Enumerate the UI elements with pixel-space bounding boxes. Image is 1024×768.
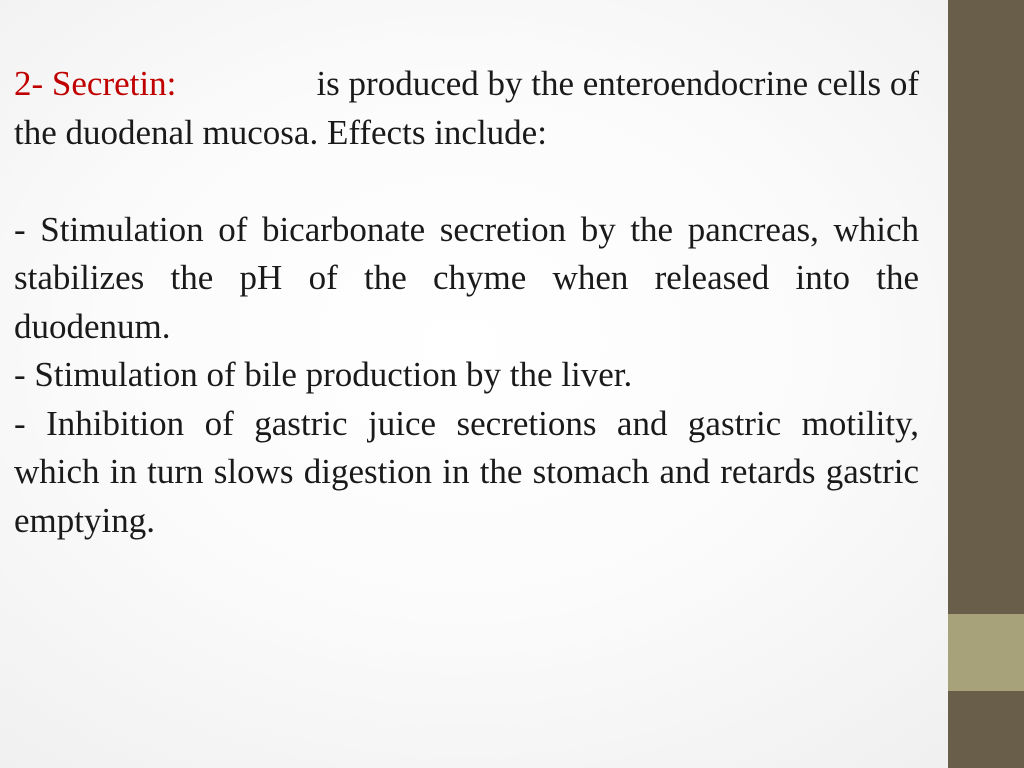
decorative-side-accent bbox=[948, 614, 1024, 691]
effect-bicarbonate-secretion: - Stimulation of bicarbonate secretion by the pancreas, which stabilizes the pH of the chyme when released into the duodenum. bbox=[14, 209, 919, 346]
effect-gastric-inhibition: - Inhibition of gastric juice secretions and gastric motility, which in turn slows digestion in the stomach and retards gastric emptying. bbox=[14, 403, 919, 540]
secretin-heading-label: 2- Secretin: bbox=[14, 64, 177, 103]
heading-description-line1: is produced by the enteroendocrine cells of bbox=[316, 64, 919, 103]
heading-line bbox=[14, 60, 919, 109]
slide-text-body bbox=[14, 60, 919, 545]
blank-line bbox=[14, 157, 919, 206]
effect-bile-production: - Stimulation of bile production by the liver. bbox=[14, 355, 633, 394]
heading-description-line2: the duodenal mucosa. Effects include: bbox=[14, 112, 547, 152]
